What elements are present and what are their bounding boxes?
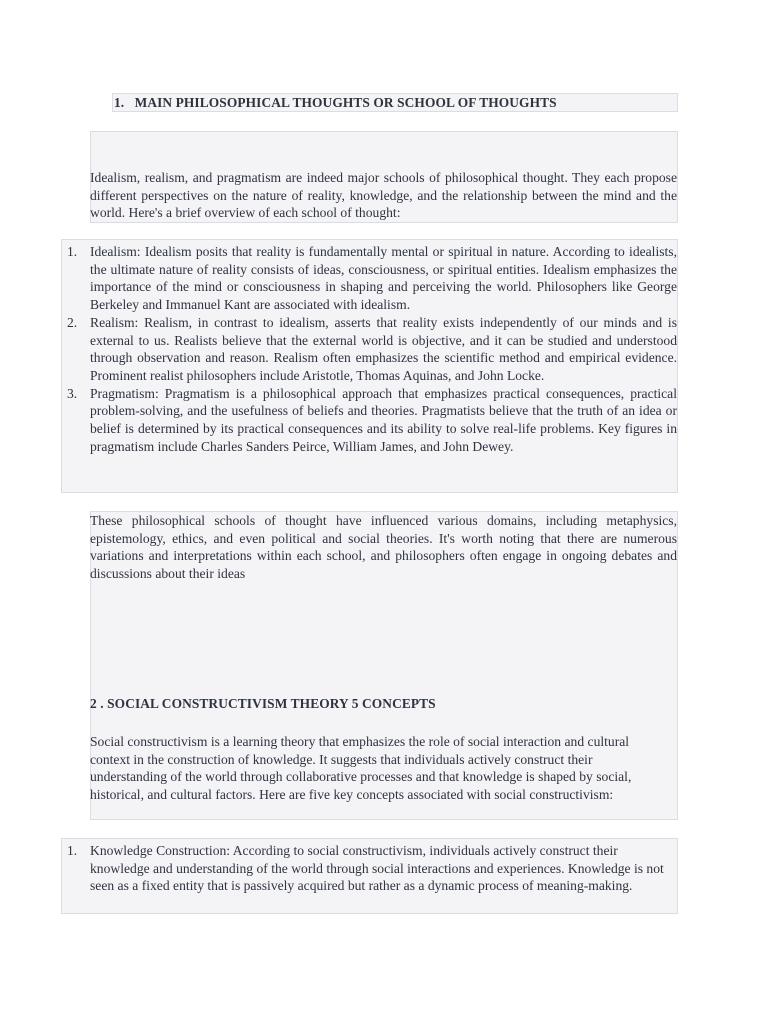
section1-intro: Idealism, realism, and pragmatism are indeed major schools of philosophical thought. They each propose different perspectives on the nature of reality, knowledge, and the relationship between the mind and the world. Here's a brief overview of each school of thought: xyxy=(90,170,677,221)
list-item-text: Idealism: Idealism posits that reality is fundamentally mental or spiritual in nature. According to idealists, the ultimate nature of reality consists of ideas, consciousness, or spiritual entities. Idealism emphasizes the importance of the mind or consciousness in shaping and perceiving the world. Philosophers like George Berkeley and Immanuel Kant are associated with idealism. xyxy=(90,244,677,313)
section1-closing: These philosophical schools of thought have influenced various domains, including metaphysics, epistemology, ethics, and even political and social theories. It's worth noting that there are numerous variations and interpretations within each school, and philosophers often engage in ongoing debates and discussions about their ideas xyxy=(90,513,677,581)
list-item: 2. Realism: Realism, in contrast to idealism, asserts that reality exists independently of our minds and is external to us. Realists believe that the external world is objective, and it can be studied and understood through observation and reason. Realism often emphasizes the scientific method and empirical evidence. Prominent realist philosophers include Aristotle, Thomas Aquinas, and John Locke. xyxy=(67,314,677,383)
list-item-text: Pragmatism: Pragmatism is a philosophical approach that emphasizes practical consequences, practical problem-solving, and the usefulness of beliefs and theories. Pragmatists believe that the truth of an idea or belief is determined by its practical consequences and its ability to solve real-life problems. Key figures in pragmatism include Charles Sanders Peirce, William James, and John Dewey. xyxy=(90,385,677,454)
list-item: 1. Knowledge Construction: According to social constructivism, individuals actively construct their knowledge and understanding of the world through social interactions and experiences. Knowledge is not seen as a fixed entity that is passively acquired but rather as a dynamic process of meaning-making. xyxy=(67,843,664,894)
section1-list xyxy=(61,243,677,455)
section1-heading-number: 1. xyxy=(114,95,125,110)
list-item: 3. Pragmatism: Pragmatism is a philosophical approach that emphasizes practical consequences, practical problem-solving, and the usefulness of beliefs and theories. Pragmatists believe that the truth of an idea or belief is determined by its practical consequences and its ability to solve real-life problems. Key figures in pragmatism include Charles Sanders Peirce, William James, and John Dewey. xyxy=(67,385,677,454)
section2-list xyxy=(61,842,677,895)
section2-intro: Social constructivism is a learning theory that emphasizes the role of social interaction and cultural context in the construction of knowledge. It suggests that individuals actively construct their understanding of the world through collaborative processes and that knowledge is shaped by social, historical, and cultural factors. Here are five key concepts associated with social constructivism: xyxy=(90,734,632,802)
section2-heading: 2 . SOCIAL CONSTRUCTIVISM THEORY 5 CONCEPTS xyxy=(90,696,436,711)
list-item-text: Knowledge Construction: According to social constructivism, individuals actively construct their knowledge and understanding of the world through social interactions and experiences. Knowledge is not seen as a fixed entity that is passively acquired but rather as a dynamic process of meaning-making. xyxy=(90,843,664,894)
section1-heading-text: MAIN PHILOSOPHICAL THOUGHTS OR SCHOOL OF THOUGHTS xyxy=(134,95,557,110)
list-item-text: Realism: Realism, in contrast to idealism, asserts that reality exists independently of our minds and is external to us. Realists believe that the external world is objective, and it can be studied and understood through observation and reason. Realism often emphasizes the scientific method and empirical evidence. Prominent realist philosophers include Aristotle, Thomas Aquinas, and John Locke. xyxy=(90,314,677,383)
section1-heading xyxy=(114,94,557,111)
list-item: 1. Idealism: Idealism posits that reality is fundamentally mental or spiritual in nature. According to idealists, the ultimate nature of reality consists of ideas, consciousness, or spiritual entities. Idealism emphasizes the importance of the mind or consciousness in shaping and perceiving the world. Philosophers like George Berkeley and Immanuel Kant are associated with idealism. xyxy=(67,244,677,313)
